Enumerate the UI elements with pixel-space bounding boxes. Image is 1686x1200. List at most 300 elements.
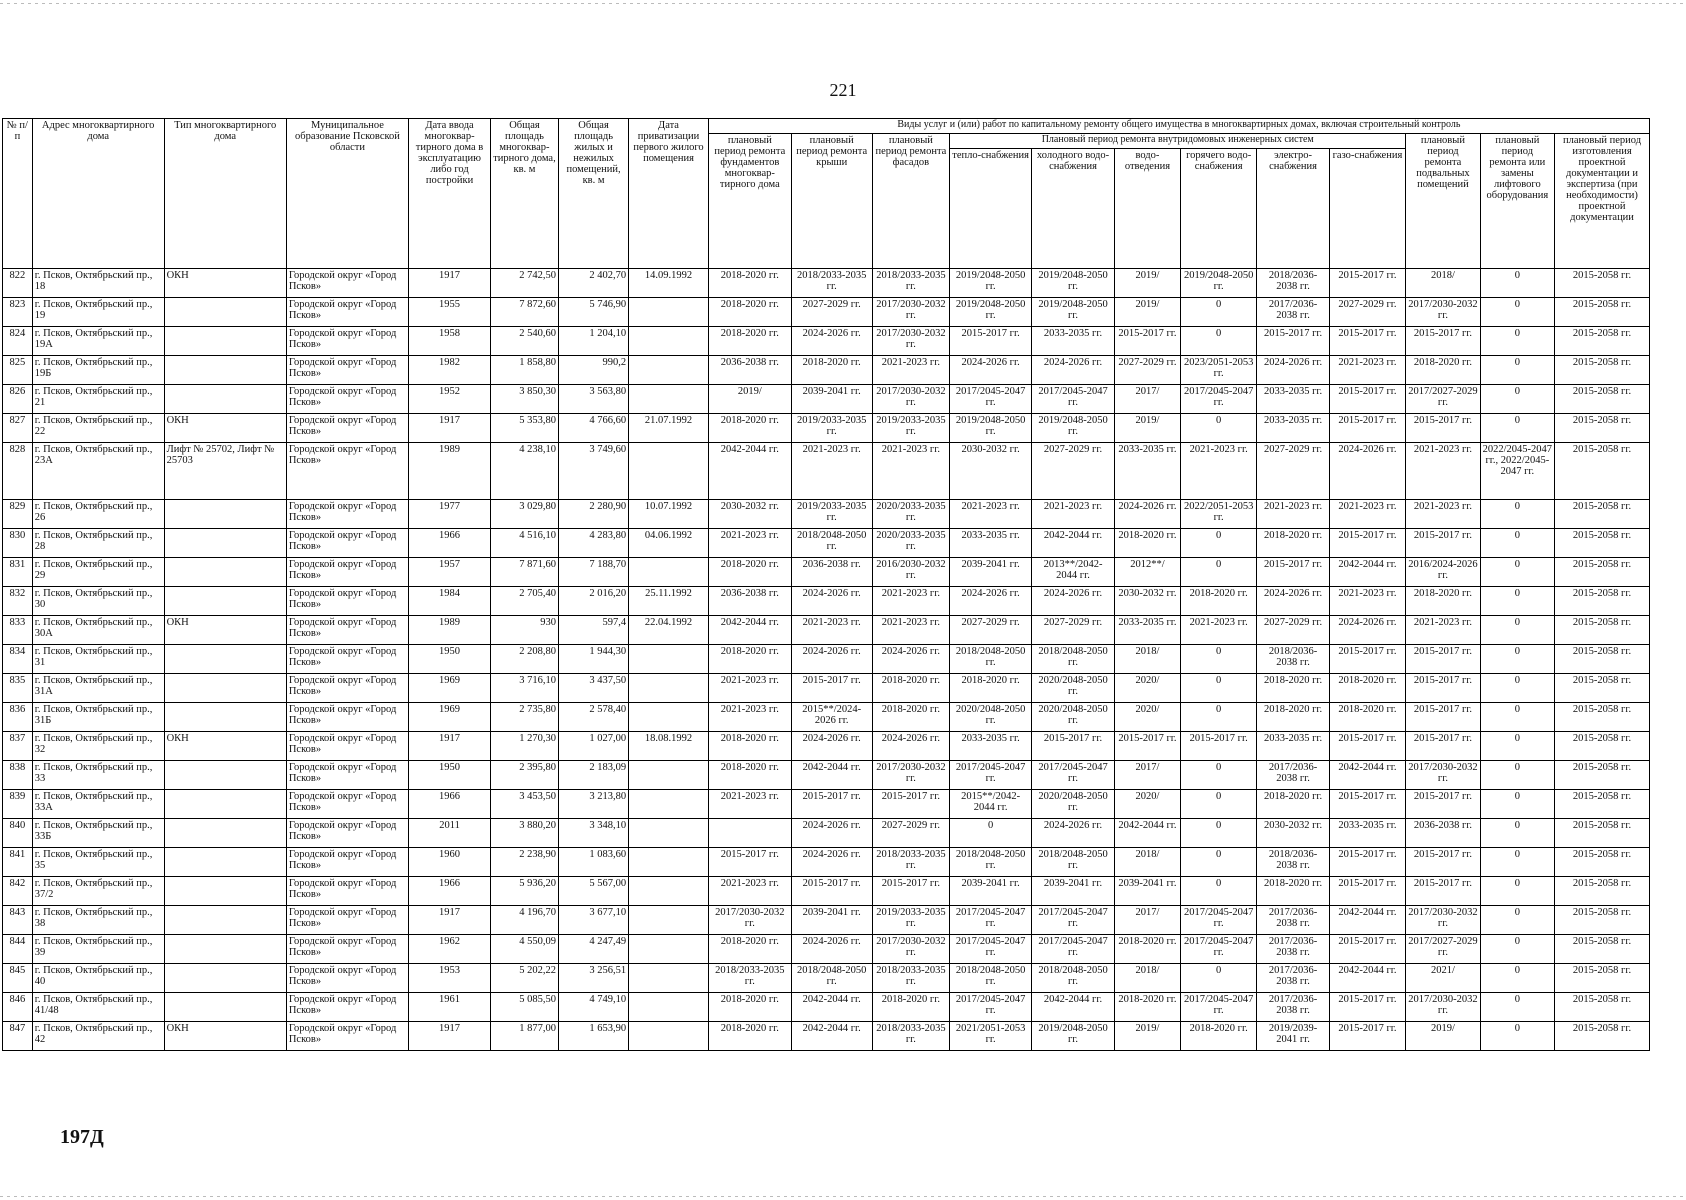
cell-gas: 2015-2017 гг. [1329,414,1406,443]
cell-type: ОКН [164,414,286,443]
cell-mun: Городской округ «Город Псков» [286,558,408,587]
cell-elec: 2018/2036-2038 гг. [1257,645,1329,674]
cell-lift: 0 [1480,327,1554,356]
cell-lift: 0 [1480,674,1554,703]
cell-hot: 0 [1180,298,1257,327]
cell-lift: 0 [1480,298,1554,327]
cell-num: 827 [3,414,33,443]
table-row [3,877,1650,906]
cell-type [164,906,286,935]
cell-facade: 2018/2033-2035 гг. [872,964,950,993]
cell-priv [629,703,709,732]
cell-heat: 2017/2045-2047 гг. [950,935,1032,964]
cell-lift: 0 [1480,500,1554,529]
cell-living: 1 944,30 [558,645,628,674]
cell-total: 1 858,80 [490,356,558,385]
header-num: № п/п [3,119,33,269]
cell-heat: 2017/2045-2047 гг. [950,993,1032,1022]
cell-heat: 2030-2032 гг. [950,443,1032,500]
cell-hot: 2019/2048-2050 гг. [1180,269,1257,298]
cell-num: 837 [3,732,33,761]
cell-address: г. Псков, Октябрьский пр., 30 [32,587,164,616]
cell-elec: 2017/2036-2038 гг. [1257,964,1329,993]
cell-type [164,935,286,964]
cell-base: 2017/2030-2032 гг. [1406,906,1480,935]
cell-mun: Городской округ «Город Псков» [286,443,408,500]
cell-year: 1917 [409,269,491,298]
cell-found: 2021-2023 гг. [708,674,791,703]
cell-heat: 2017/2045-2047 гг. [950,761,1032,790]
cell-address: г. Псков, Октябрьский пр., 19А [32,327,164,356]
cell-design: 2015-2058 гг. [1555,616,1650,645]
cell-living: 4 283,80 [558,529,628,558]
cell-facade: 2027-2029 гг. [872,819,950,848]
cell-found: 2021-2023 гг. [708,790,791,819]
cell-gas: 2021-2023 гг. [1329,587,1406,616]
cell-year: 1960 [409,848,491,877]
cell-mun: Городской округ «Город Псков» [286,356,408,385]
cell-cold: 2021-2023 гг. [1032,500,1115,529]
cell-hot: 2022/2051-2053 гг. [1180,500,1257,529]
cell-mun: Городской округ «Город Псков» [286,1022,408,1051]
cell-total: 3 453,50 [490,790,558,819]
cell-design: 2015-2058 гг. [1555,819,1650,848]
cell-hot: 0 [1180,529,1257,558]
cell-sewage: 2019/ [1114,414,1180,443]
cell-num: 845 [3,964,33,993]
cell-address: г. Псков, Октябрьский пр., 42 [32,1022,164,1051]
cell-elec: 2027-2029 гг. [1257,443,1329,500]
cell-elec: 2015-2017 гг. [1257,558,1329,587]
cell-mun: Городской округ «Город Псков» [286,761,408,790]
cell-year: 1953 [409,964,491,993]
cell-cold: 2019/2048-2050 гг. [1032,414,1115,443]
table-row [3,356,1650,385]
header-foundations: плановый период ремонта фундаментов многоквар-тирного дома [708,134,791,269]
cell-cold: 2020/2048-2050 гг. [1032,674,1115,703]
cell-gas: 2015-2017 гг. [1329,1022,1406,1051]
cell-roof: 2024-2026 гг. [791,819,872,848]
table-body [3,269,1650,1051]
cell-found: 2015-2017 гг. [708,848,791,877]
cell-sewage: 2030-2032 гг. [1114,587,1180,616]
cell-hot: 0 [1180,414,1257,443]
cell-address: г. Псков, Октябрьский пр., 33А [32,790,164,819]
cell-roof: 2024-2026 гг. [791,732,872,761]
cell-sewage: 2018/ [1114,848,1180,877]
cell-sewage: 2019/ [1114,269,1180,298]
cell-total: 2 395,80 [490,761,558,790]
cell-year: 1917 [409,1022,491,1051]
cell-cold: 2017/2045-2047 гг. [1032,935,1115,964]
cell-year: 1950 [409,761,491,790]
cell-total: 5 353,80 [490,414,558,443]
cell-priv [629,356,709,385]
cell-type [164,500,286,529]
cell-elec: 2018-2020 гг. [1257,529,1329,558]
header-engineering-group: Плановый период ремонта внутридомовых инженерных систем [950,134,1406,149]
cell-total: 2 705,40 [490,587,558,616]
cell-roof: 2018-2020 гг. [791,356,872,385]
cell-design: 2015-2058 гг. [1555,385,1650,414]
cell-total: 2 735,80 [490,703,558,732]
cell-living: 3 213,80 [558,790,628,819]
cell-base: 2017/2027-2029 гг. [1406,935,1480,964]
cell-year: 1958 [409,327,491,356]
cell-heat: 2018/2048-2050 гг. [950,964,1032,993]
cell-num: 843 [3,906,33,935]
cell-roof: 2018/2048-2050 гг. [791,529,872,558]
cell-mun: Городской округ «Город Псков» [286,819,408,848]
cell-hot: 0 [1180,703,1257,732]
cell-living: 3 348,10 [558,819,628,848]
cell-mun: Городской округ «Город Псков» [286,993,408,1022]
header-cold-water: холодного водо-снабжения [1032,149,1115,269]
cell-sewage: 2020/ [1114,703,1180,732]
cell-num: 847 [3,1022,33,1051]
cell-mun: Городской округ «Город Псков» [286,327,408,356]
cell-hot: 2018-2020 гг. [1180,1022,1257,1051]
capital-repair-table [2,118,1650,1051]
cell-elec: 2033-2035 гг. [1257,385,1329,414]
cell-base: 2015-2017 гг. [1406,790,1480,819]
table-row [3,935,1650,964]
cell-elec: 2033-2035 гг. [1257,414,1329,443]
cell-design: 2015-2058 гг. [1555,1022,1650,1051]
cell-heat: 2024-2026 гг. [950,587,1032,616]
scan-edge-bottom [0,1196,1686,1197]
cell-total: 2 742,50 [490,269,558,298]
cell-design: 2015-2058 гг. [1555,500,1650,529]
cell-sewage: 2015-2017 гг. [1114,327,1180,356]
cell-gas: 2042-2044 гг. [1329,558,1406,587]
header-municipality: Муниципальное образование Псковской области [286,119,408,269]
cell-lift: 0 [1480,761,1554,790]
cell-type [164,327,286,356]
table-row [3,964,1650,993]
cell-address: г. Псков, Октябрьский пр., 19 [32,298,164,327]
scan-edge-top [0,3,1686,4]
cell-total: 7 871,60 [490,558,558,587]
cell-hot: 0 [1180,848,1257,877]
cell-elec: 2030-2032 гг. [1257,819,1329,848]
cell-design: 2015-2058 гг. [1555,790,1650,819]
cell-total: 4 550,09 [490,935,558,964]
cell-roof: 2015**/2024-2026 гг. [791,703,872,732]
cell-gas: 2024-2026 гг. [1329,616,1406,645]
cell-num: 844 [3,935,33,964]
cell-sewage: 2020/ [1114,790,1180,819]
cell-type [164,790,286,819]
cell-base: 2018/ [1406,269,1480,298]
cell-base: 2021-2023 гг. [1406,616,1480,645]
cell-facade: 2021-2023 гг. [872,587,950,616]
header-privatization: Дата приватизации первого жилого помещения [629,119,709,269]
cell-elec: 2018-2020 гг. [1257,790,1329,819]
cell-type [164,529,286,558]
cell-roof: 2024-2026 гг. [791,587,872,616]
cell-total: 1 270,30 [490,732,558,761]
cell-elec: 2015-2017 гг. [1257,327,1329,356]
cell-heat: 2039-2041 гг. [950,877,1032,906]
cell-cold: 2018/2048-2050 гг. [1032,964,1115,993]
cell-total: 5 202,22 [490,964,558,993]
table-row [3,1022,1650,1051]
cell-design: 2015-2058 гг. [1555,443,1650,500]
table-row [3,790,1650,819]
cell-cold: 2039-2041 гг. [1032,877,1115,906]
cell-heat: 2021-2023 гг. [950,500,1032,529]
cell-design: 2015-2058 гг. [1555,529,1650,558]
cell-design: 2015-2058 гг. [1555,587,1650,616]
cell-base: 2015-2017 гг. [1406,327,1480,356]
cell-priv: 10.07.1992 [629,500,709,529]
header-address: Адрес многоквартирного дома [32,119,164,269]
cell-total: 5 936,20 [490,877,558,906]
cell-elec: 2021-2023 гг. [1257,500,1329,529]
cell-hot: 2017/2045-2047 гг. [1180,906,1257,935]
cell-found: 2018-2020 гг. [708,645,791,674]
cell-heat: 2033-2035 гг. [950,732,1032,761]
cell-living: 4 766,60 [558,414,628,443]
cell-type [164,385,286,414]
cell-mun: Городской округ «Город Псков» [286,616,408,645]
cell-lift: 0 [1480,703,1554,732]
cell-gas: 2015-2017 гг. [1329,935,1406,964]
cell-found: 2018/2033-2035 гг. [708,964,791,993]
cell-num: 834 [3,645,33,674]
cell-base: 2015-2017 гг. [1406,732,1480,761]
cell-mun: Городской округ «Город Псков» [286,935,408,964]
table-row [3,558,1650,587]
cell-elec: 2018-2020 гг. [1257,877,1329,906]
cell-hot: 0 [1180,645,1257,674]
cell-priv [629,558,709,587]
cell-cold: 2020/2048-2050 гг. [1032,790,1115,819]
cell-type [164,298,286,327]
cell-num: 833 [3,616,33,645]
cell-facade: 2021-2023 гг. [872,443,950,500]
cell-design: 2015-2058 гг. [1555,761,1650,790]
header-living-area: Общая площадь жилых и нежилых помещений, кв. м [558,119,628,269]
cell-heat: 2019/2048-2050 гг. [950,414,1032,443]
cell-base: 2015-2017 гг. [1406,877,1480,906]
cell-heat: 2019/2048-2050 гг. [950,269,1032,298]
cell-address: г. Псков, Октябрьский пр., 30А [32,616,164,645]
cell-sewage: 2018/ [1114,645,1180,674]
header-gas: газо-снабжения [1329,149,1406,269]
cell-sewage: 2017/ [1114,385,1180,414]
cell-lift: 0 [1480,529,1554,558]
cell-type [164,558,286,587]
cell-priv: 04.06.1992 [629,529,709,558]
cell-facade: 2015-2017 гг. [872,790,950,819]
cell-base: 2017/2030-2032 гг. [1406,761,1480,790]
cell-design: 2015-2058 гг. [1555,558,1650,587]
cell-facade: 2017/2030-2032 гг. [872,298,950,327]
cell-num: 832 [3,587,33,616]
cell-year: 1955 [409,298,491,327]
cell-living: 597,4 [558,616,628,645]
cell-living: 3 749,60 [558,443,628,500]
cell-roof: 2021-2023 гг. [791,616,872,645]
cell-gas: 2018-2020 гг. [1329,674,1406,703]
cell-elec: 2018-2020 гг. [1257,674,1329,703]
cell-found: 2019/ [708,385,791,414]
cell-found: 2018-2020 гг. [708,298,791,327]
cell-found: 2018-2020 гг. [708,761,791,790]
cell-lift: 0 [1480,993,1554,1022]
cell-year: 1984 [409,587,491,616]
cell-mun: Городской округ «Город Псков» [286,587,408,616]
cell-lift: 0 [1480,587,1554,616]
cell-living: 4 247,49 [558,935,628,964]
cell-gas: 2042-2044 гг. [1329,906,1406,935]
cell-design: 2015-2058 гг. [1555,645,1650,674]
cell-address: г. Псков, Октябрьский пр., 28 [32,529,164,558]
cell-base: 2021/ [1406,964,1480,993]
cell-facade: 2017/2030-2032 гг. [872,327,950,356]
cell-design: 2015-2058 гг. [1555,269,1650,298]
cell-year: 1917 [409,906,491,935]
cell-cold: 2013**/2042-2044 гг. [1032,558,1115,587]
cell-cold: 2027-2029 гг. [1032,616,1115,645]
cell-living: 2 183,09 [558,761,628,790]
table-row [3,848,1650,877]
cell-year: 1969 [409,674,491,703]
cell-type: ОКН [164,1022,286,1051]
cell-address: г. Псков, Октябрьский пр., 18 [32,269,164,298]
cell-total: 3 716,10 [490,674,558,703]
cell-hot: 2018-2020 гг. [1180,587,1257,616]
cell-lift: 0 [1480,964,1554,993]
cell-living: 990,2 [558,356,628,385]
cell-roof: 2042-2044 гг. [791,993,872,1022]
cell-hot: 2017/2045-2047 гг. [1180,935,1257,964]
cell-gas: 2027-2029 гг. [1329,298,1406,327]
cell-gas: 2015-2017 гг. [1329,993,1406,1022]
cell-type: ОКН [164,269,286,298]
cell-year: 1966 [409,877,491,906]
cell-hot: 0 [1180,819,1257,848]
cell-address: г. Псков, Октябрьский пр., 22 [32,414,164,443]
cell-elec: 2018/2036-2038 гг. [1257,848,1329,877]
cell-facade: 2018/2033-2035 гг. [872,848,950,877]
cell-total: 5 085,50 [490,993,558,1022]
cell-num: 826 [3,385,33,414]
cell-num: 831 [3,558,33,587]
header-electric: электро-снабжения [1257,149,1329,269]
cell-sewage: 2033-2035 гг. [1114,616,1180,645]
cell-type: Лифт № 25702, Лифт № 25703 [164,443,286,500]
cell-cold: 2015-2017 гг. [1032,732,1115,761]
cell-num: 836 [3,703,33,732]
cell-facade: 2018-2020 гг. [872,674,950,703]
cell-base: 2015-2017 гг. [1406,703,1480,732]
cell-hot: 2021-2023 гг. [1180,443,1257,500]
cell-sewage: 2019/ [1114,1022,1180,1051]
cell-type: ОКН [164,616,286,645]
cell-base: 2018-2020 гг. [1406,356,1480,385]
cell-year: 1950 [409,645,491,674]
cell-found: 2018-2020 гг. [708,414,791,443]
cell-found: 2017/2030-2032 гг. [708,906,791,935]
cell-num: 835 [3,674,33,703]
cell-facade: 2015-2017 гг. [872,877,950,906]
cell-base: 2021-2023 гг. [1406,443,1480,500]
cell-lift: 0 [1480,385,1554,414]
cell-design: 2015-2058 гг. [1555,877,1650,906]
cell-mun: Городской округ «Город Псков» [286,877,408,906]
cell-sewage: 2024-2026 гг. [1114,500,1180,529]
cell-found [708,819,791,848]
cell-sewage: 2033-2035 гг. [1114,443,1180,500]
cell-gas: 2015-2017 гг. [1329,385,1406,414]
header-type: Тип многоквартирного дома [164,119,286,269]
cell-num: 839 [3,790,33,819]
cell-roof: 2018/2048-2050 гг. [791,964,872,993]
cell-elec: 2027-2029 гг. [1257,616,1329,645]
cell-type [164,587,286,616]
cell-cold: 2017/2045-2047 гг. [1032,906,1115,935]
cell-living: 7 188,70 [558,558,628,587]
cell-priv [629,298,709,327]
cell-design: 2015-2058 гг. [1555,964,1650,993]
cell-address: г. Псков, Октябрьский пр., 33Б [32,819,164,848]
header-sewage: водо-отведения [1114,149,1180,269]
cell-elec: 2018/2036-2038 гг. [1257,269,1329,298]
cell-living: 2 578,40 [558,703,628,732]
cell-year: 1966 [409,790,491,819]
cell-base: 2018-2020 гг. [1406,587,1480,616]
table-row [3,269,1650,298]
cell-address: г. Псков, Октябрьский пр., 37/2 [32,877,164,906]
cell-cold: 2020/2048-2050 гг. [1032,703,1115,732]
cell-address: г. Псков, Октябрьский пр., 31А [32,674,164,703]
cell-found: 2021-2023 гг. [708,877,791,906]
cell-roof: 2024-2026 гг. [791,848,872,877]
cell-mun: Городской округ «Город Псков» [286,298,408,327]
cell-gas: 2015-2017 гг. [1329,790,1406,819]
cell-priv [629,790,709,819]
cell-facade: 2019/2033-2035 гг. [872,906,950,935]
cell-type [164,645,286,674]
cell-design: 2015-2058 гг. [1555,848,1650,877]
cell-facade: 2021-2023 гг. [872,356,950,385]
cell-lift: 0 [1480,732,1554,761]
cell-year: 1961 [409,993,491,1022]
cell-sewage: 2018-2020 гг. [1114,935,1180,964]
cell-facade: 2020/2033-2035 гг. [872,529,950,558]
header-total-area: Общая площадь многоквар-тирного дома, кв. м [490,119,558,269]
cell-priv [629,993,709,1022]
cell-base: 2019/ [1406,1022,1480,1051]
cell-mun: Городской округ «Город Псков» [286,385,408,414]
cell-roof: 2024-2026 гг. [791,327,872,356]
cell-found: 2021-2023 гг. [708,703,791,732]
cell-roof: 2042-2044 гг. [791,761,872,790]
cell-gas: 2018-2020 гг. [1329,703,1406,732]
cell-type [164,993,286,1022]
header-commission-date: Дата ввода многоквар-тирного дома в эксплуатацию либо год постройки [409,119,491,269]
cell-base: 2015-2017 гг. [1406,848,1480,877]
cell-num: 841 [3,848,33,877]
cell-roof: 2024-2026 гг. [791,935,872,964]
cell-num: 830 [3,529,33,558]
cell-num: 846 [3,993,33,1022]
cell-num: 825 [3,356,33,385]
table-row [3,819,1650,848]
